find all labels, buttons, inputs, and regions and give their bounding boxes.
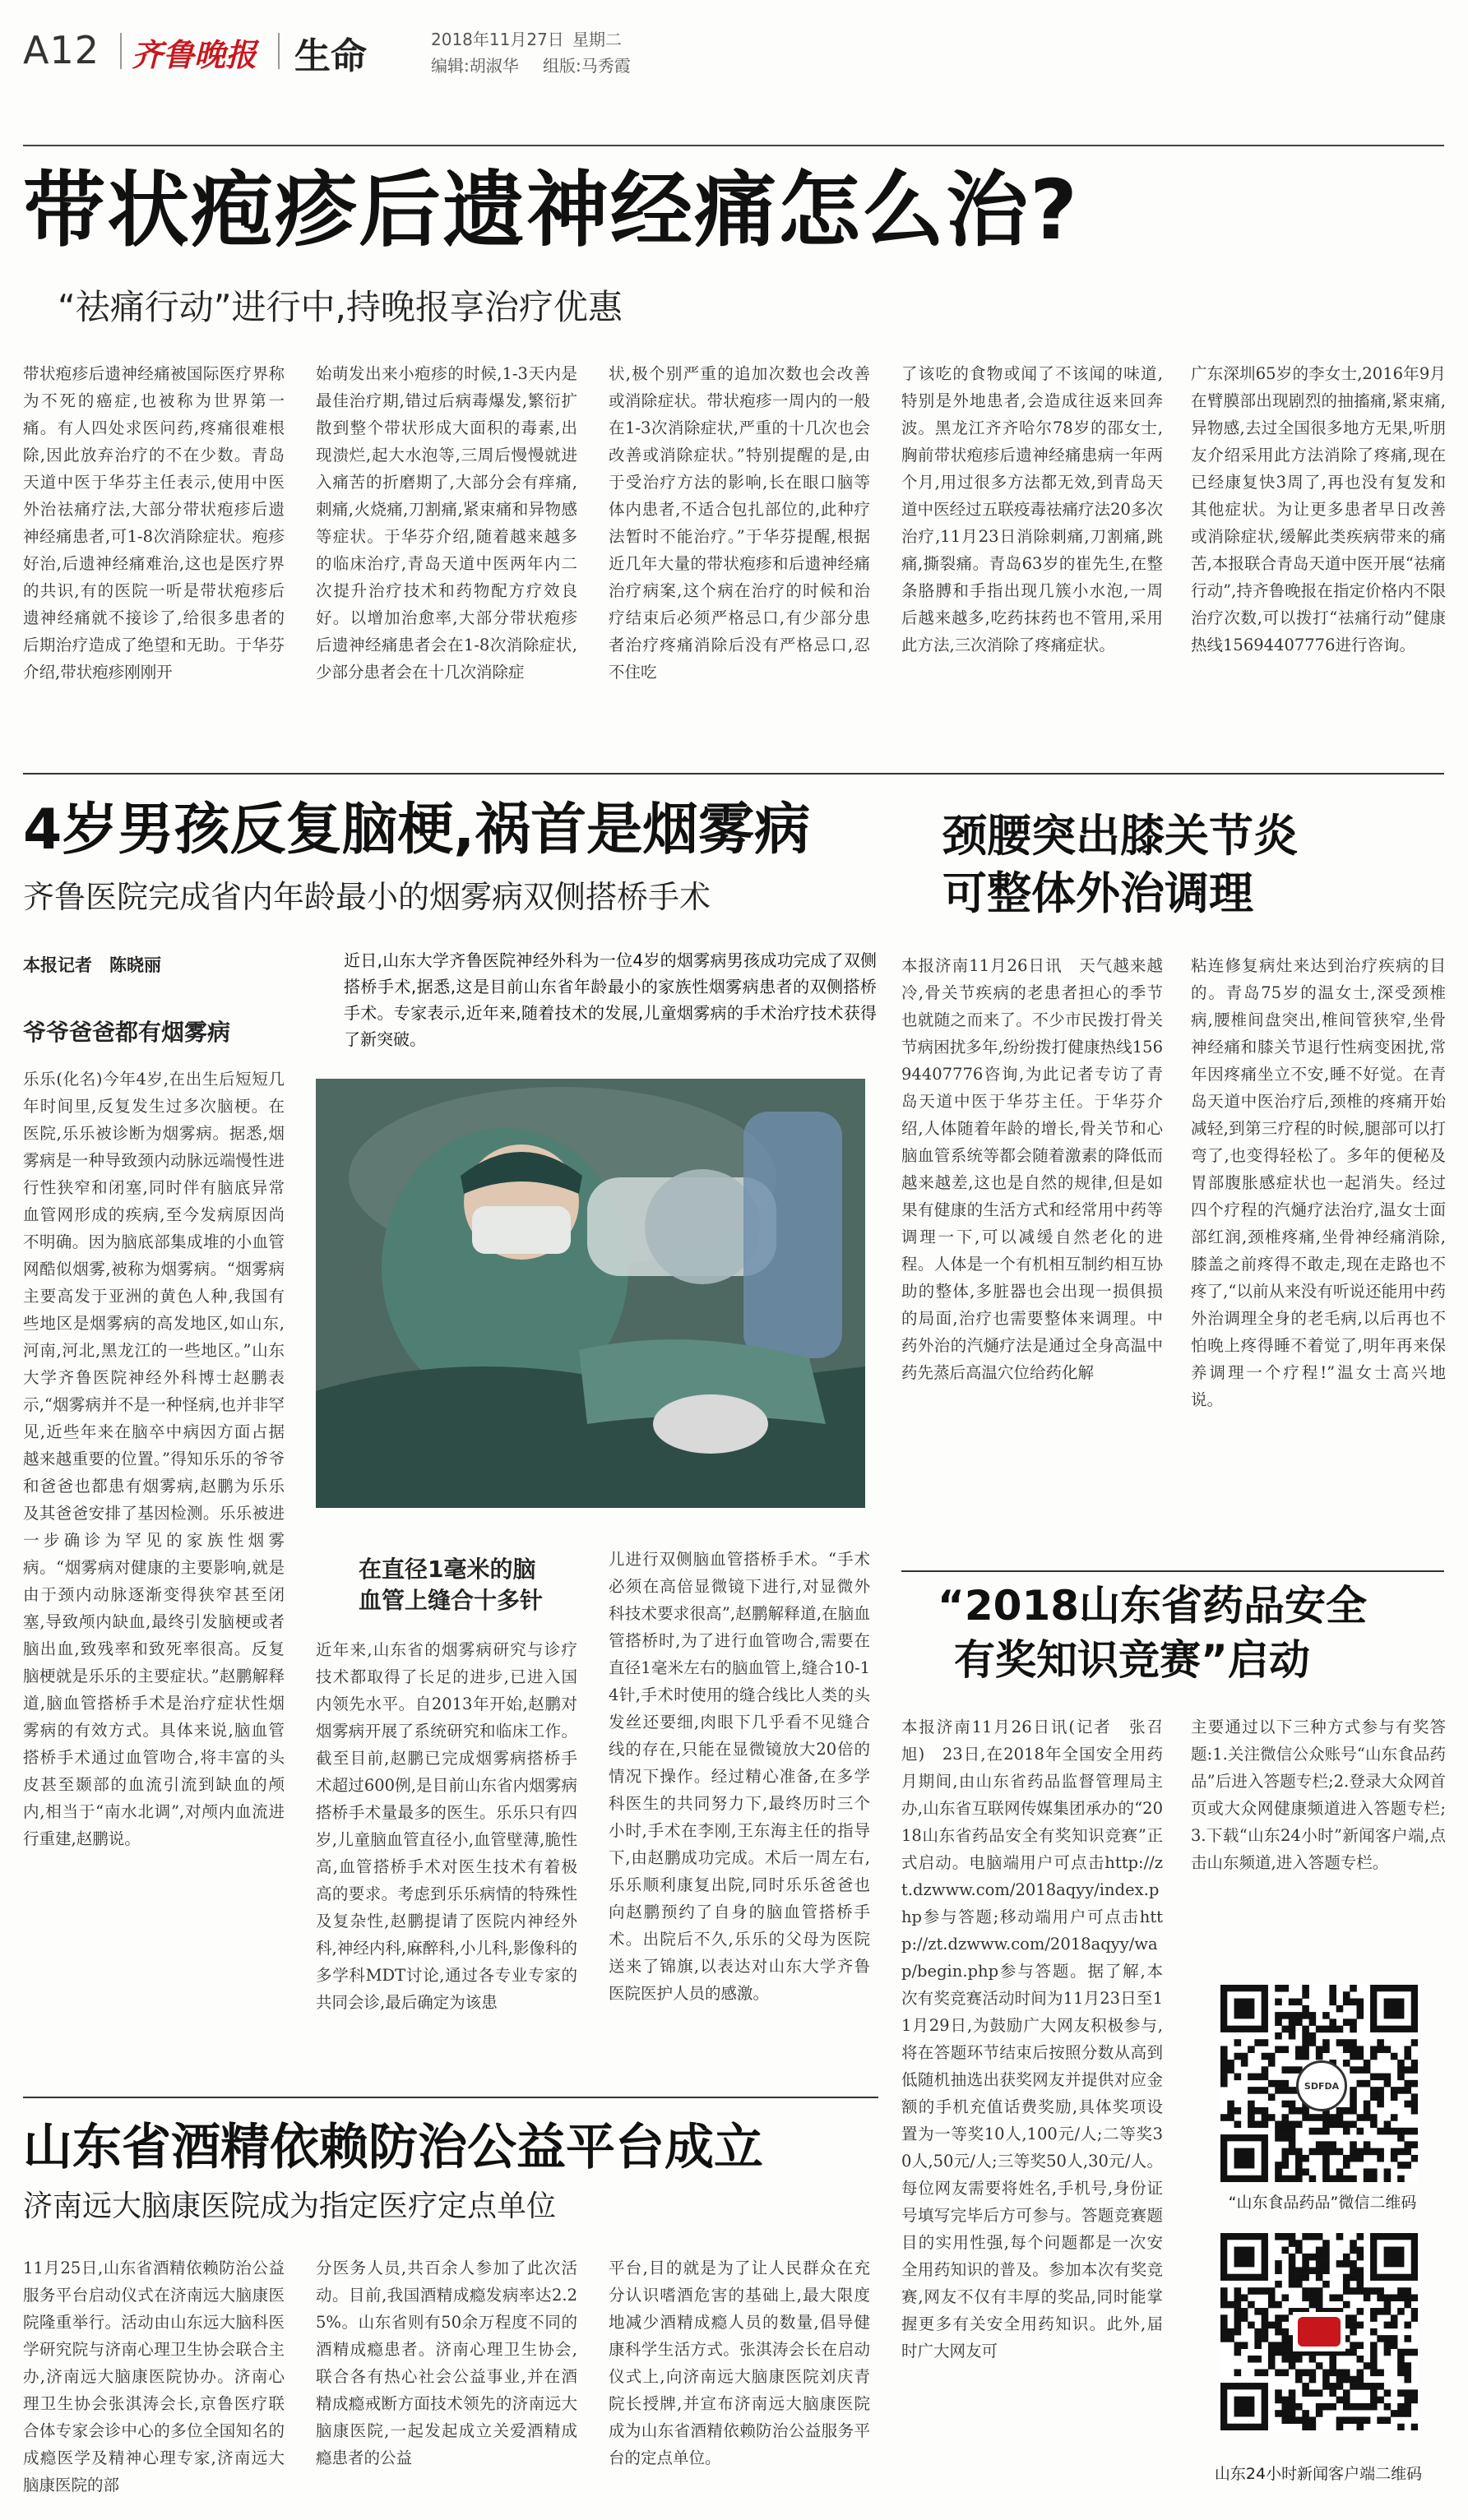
page-number: A12	[23, 28, 100, 72]
article4-title: 山东省酒精依赖防治公益平台成立	[23, 2119, 763, 2176]
article4-subtitle: 济南远大脑康医院成为指定医疗定点单位	[23, 2189, 557, 2223]
news-app-qr-code[interactable]	[1220, 2233, 1418, 2430]
issue-weekday: 星期二	[572, 30, 622, 49]
article1-col3: 状,极个别严重的追加次数也会改善或消除症状。带状疱疹一周内的一般在1-3次消除症状,严重的十几次也会改善或消除症状。”特别提醒的是,由于受治疗方法的影响,长在眼口脑等体内患者,不适合包扎部位的,此种疗法暂时不能治疗。”于华芬提醒,根据近几年大量的带状疱疹和后遗神经痛治疗病案,这个病在治疗的时候和治疗结束后必须严格忌口,有少部分患者治疗疼痛消除后没有严格忌口,忍不住吃	[609, 364, 870, 682]
section-rule	[901, 1570, 1444, 1572]
layout-editor: 组版:马秀霞	[543, 56, 631, 76]
article1-col5: 广东深圳65岁的李女士,2016年9月在臂膜部出现剧烈的抽搐痛,紧束痛,异物感,去过全国很多地方无果,听朋友介绍采用此方法消除了疼痛,现在已经康复快3周了,再也没有复发和其他症状。为让更多患者早日改善或消除症状,缓解此类疾病带来的痛苦,本报联合青岛天道中医开展“祛痛行动”,持齐鲁晚报在指定价格内不限治疗次数,可以拨打“祛痛行动”健康热线15694407776进行咨询。	[1191, 364, 1446, 654]
article2-title: 4岁男孩反复脑梗,祸首是烟雾病	[23, 798, 811, 862]
issue-date: 2018年11月27日	[431, 30, 564, 49]
wechat-qr-code[interactable]	[1220, 1985, 1418, 2182]
article5-col1: 本报济南11月26日讯(记者 张召旭) 23日,在2018年全国安全用药月期间,由山东省药品监督管理局主办,山东省互联网传媒集团承办的“2018山东省药品安全有奖知识竞赛”正式启动。电脑端用户可点击http://zt.dzwww.com/2018aqyy/index.php参与答题;移动端用户可点击http://zt.dzwww.com/2018aqyy/wap/begin.php参与答题。据了解,本次有奖竞赛活动时间为11月23日至11月29日,为鼓励广大网友积极参与,将在答题环节结束后按照分数从高到低随机抽选出获奖网友并提供对应金额的手机充值话费奖励,具体奖项设置为一等奖10人,100元/人;二等奖30人,50元/人;三等奖50人,30元/人。每位网友需要将姓名,手机号,身份证号填写完毕后方可参与。答题竞赛题目的实用性强,每个问题都是一次安全用药知识的普及。参加本次有奖竞赛,网友不仅有丰厚的奖品,同时能掌握更多有关安全用药知识。此外,届时广大网友可	[901, 1718, 1163, 2360]
sdfda-logo-text: SDFDA	[1304, 2080, 1340, 2092]
surgery-photo	[316, 1079, 865, 1508]
app-logo-mark	[1298, 2317, 1341, 2347]
article2-lead: 近日,山东大学齐鲁医院神经外科为一位4岁的烟雾病男孩成功完成了双侧搭桥手术,据悉,这是目前山东省年龄最小的家族性烟雾病患者的双侧搭桥手术。专家表示,近年来,随着技术的发展,儿童烟雾病的手术治疗技术获得了新突破。	[344, 950, 877, 1049]
surgery-scene-illustration	[316, 1079, 865, 1508]
article2-col1: 乐乐(化名)今年4岁,在出生后短短几年时间里,反复发生过多次脑梗。在医院,乐乐被诊断为烟雾病。据悉,烟雾病是一种导致颈内动脉远端慢性进行性狭窄和闭塞,同时伴有脑底异常血管网形成的疾病,至今发病原因尚不明确。因为脑底部集成堆的小血管网酷似烟雾,被称为烟雾病。“烟雾病主要高发于亚洲的黄色人种,我国有些地区是烟雾病的高发地区,如山东,河南,河北,黑龙江的一些地区。”山东大学齐鲁医院神经外科博士赵鹏表示,“烟雾病并不是一种怪病,也并非罕见,近些年来在脑卒中病因方面占据越来越重要的位置。”得知乐乐的爷爷和爸爸也都患有烟雾病,赵鹏为乐乐及其爸爸安排了基因检测。乐乐被进一步确诊为罕见的家族性烟雾病。“烟雾病对健康的主要影响,就是由于颈内动脉逐渐变得狭窄甚至闭塞,导致颅内缺血,最终引发脑梗或者脑出血,致残率和致死率很高。反复脑梗就是乐乐的主要症状。”赵鹏解释道,脑血管搭桥手术是治疗症状性烟雾病的有效方式。具体来说,脑血管搭桥手术通过血管吻合,将丰富的头皮甚至颞部的血流引流到缺血的颅内,相当于“南水北调”,对颅内血流进行重建,赵鹏说。	[23, 1070, 285, 1848]
article2-col3: 儿进行双侧脑血管搭桥手术。“手术必须在高倍显微镜下进行,对显微外科技术要求很高”,赵鹏解释道,在脑血管搭桥时,为了进行血管吻合,需要在直径1毫米左右的脑血管上,缝合10-14针,手术时使用的缝合线比人类的头发丝还要细,肉眼下几乎看不见缝合线的存在,只能在显微镜放大20倍的情况下操作。经过精心准备,在多学科医生的共同努力下,最终历时三个小时,手术在李刚,王东海主任的指导下,由赵鹏成功完成。术后一周左右,乐乐顺利康复出院,同时乐乐爸爸也向赵鹏预约了自身的脑血管搭桥手术。出院后不久,乐乐的父母为医院送来了锦旗,以表达对山东大学齐鲁医院医护人员的感激。	[609, 1550, 870, 2003]
paper-logo: 齐鲁晚报	[132, 36, 257, 73]
article5-title-line2: 有奖知识竞赛”启动	[954, 1636, 1310, 1684]
article4-col2: 分医务人员,共百余人参加了此次活动。目前,我国酒精成瘾发病率达2.25%。山东省则有50余万程度不同的酒精成瘾患者。济南心理卫生协会,联合各有热心社会公益事业,并在酒精成瘾戒断方面技术领先的济南远大脑康医院,一起发起成立关爱酒精成瘾患者的公益	[316, 2259, 577, 2467]
article4-col3: 平台,目的就是为了让人民群众在充分认识嗜酒危害的基础上,最大限度地减少酒精成瘾人员的数量,倡导健康科学生活方式。张淇涛会长在启动仪式上,向济南远大脑康医院刘庆青院长授牌,并宣布济南远大脑康医院成为山东省酒精依赖防治公益服务平台的定点单位。	[609, 2259, 870, 2467]
qr2-caption: 山东24小时新闻客户端二维码	[1214, 2465, 1423, 2483]
masthead-divider	[120, 33, 122, 69]
article3-col1: 本报济南11月26日讯 天气越来越冷,骨关节疾病的老患者担心的季节也就随之而来了。不少市民拨打骨关节病困扰多年,纷纷拨打健康热线15694407776咨询,为此记者专访了青岛天道中医于华芬主任。于华芬介绍,人体随着年龄的增长,骨关节和心脑血管系统等都会随着激素的降低而越来越差,这也是自然的规律,但是如果有健康的生活方式和经常用中药等调理一下,可以减缓自然老化的进程。人体是一个有机相互制约相互协助的整体,多脏器也会出现一损俱损的局面,治疗也需要整体来调理。中药外治的汽熥疗法是通过全身高温中药先蒸后高温穴位给药化解	[901, 956, 1163, 1382]
app-logo	[1293, 2312, 1345, 2351]
article2-section1-head: 爷爷爸爸都有烟雾病	[23, 1019, 231, 1046]
article2-subtitle: 齐鲁医院完成省内年龄最小的烟雾病双侧搭桥手术	[23, 879, 711, 915]
article2-section2-head: 在直径1毫米的脑血管上缝合十多针	[359, 1556, 544, 1614]
section-name: 生命	[294, 35, 367, 77]
article1-col1: 带状疱疹后遗神经痛被国际医疗界称为不死的癌症,也被称为世界第一痛。有人四处求医问药,疼痛很难根除,因此放弃治疗的不在少数。青岛天道中医于华芬主任表示,使用中医外治祛痛疗法,大部分带状疱疹后遗神经痛患者,可1-8次消除症状。疱疹好治,后遗神经痛难治,这也是医疗界的共识,有的医院一听是带状疱疹后遗神经痛就不接诊了,给很多患者的后期治疗造成了绝望和无助。于华芬介绍,带状疱疹刚刚开	[23, 364, 285, 682]
article3-title-line2: 可整体外治调理	[942, 867, 1253, 919]
editor: 编辑:胡淑华	[431, 56, 519, 76]
article3-col2: 粘连修复病灶来达到治疗疾病的目的。青岛75岁的温女士,深受颈椎病,腰椎间盘突出,椎间管狭窄,坐骨神经痛和膝关节退行性病变困扰,常年因疼痛坐立不安,睡不好觉。在青岛天道中医治疗后,颈椎的疼痛开始减轻,到第三疗程的时候,腿部可以打弯了,也变得轻松了。多年的便秘及胃部腹胀感症状也一起消失。经过四个疗程的汽熥疗法治疗,温女士面部红润,颈椎疼痛,坐骨神经痛消除,膝盖之前疼得不敢走,现在走路也不疼了,“以前从来没有听说还能用中药外治调理全身的老毛病,以后再也不怕晚上疼得睡不着觉了,明年再来保养调理一个疗程!”温女士高兴地说。	[1191, 956, 1446, 1409]
section-rule	[23, 773, 1444, 774]
article2-col2: 近年来,山东省的烟雾病研究与诊疗技术都取得了长足的进步,已进入国内领先水平。自2013年开始,赵鹏对烟雾病开展了系统研究和临床工作。截至目前,赵鹏已完成烟雾病搭桥手术超过600例,是目前山东省内烟雾病搭桥手术量最多的医生。乐乐只有四岁,儿童脑血管直径小,血管壁薄,脆性高,血管搭桥手术对医生技术有着极高的要求。考虑到乐乐病情的特殊性及复杂性,赵鹏提请了医院内神经外科,神经内科,麻醉科,小儿科,影像科的多学科MDT讨论,通过各专业专家的共同会诊,最后确定为该患	[316, 1640, 577, 2012]
sdfda-logo	[1296, 2060, 1347, 2111]
article3-title-line1: 颈腰突出膝关节炎	[942, 810, 1298, 862]
article2-byline: 本报记者 陈晓丽	[23, 955, 161, 975]
masthead-rule	[23, 145, 1444, 146]
article1-col4: 了该吃的食物或闻了不该闻的味道,特别是外地患者,会造成往返来回奔波。黑龙江齐齐哈尔78岁的邵女士,胸前带状疱疹后遗神经痛患病一年两个月,用过很多方法都无效,到青岛天道中医经过五联疫毒祛痛疗法20多次治疗,11月23日消除刺痛,刀割痛,跳痛,撕裂痛。青岛63岁的崔先生,在整条胳膊和手指出现几簇小水泡,一周后越来越多,吃药抹药也不管用,采用此方法,三次消除了疼痛症状。	[901, 364, 1163, 654]
article1-subtitle: “祛痛行动”进行中,持晚报享治疗优惠	[58, 287, 623, 327]
article5-title-line1: “2018山东省药品安全	[938, 1582, 1368, 1630]
article1-col2: 始萌发出来小疱疹的时候,1-3天内是最佳治疗期,错过后病毒爆发,繁衍扩散到整个带状形成大面积的毒素,出现溃烂,起大水泡等,三周后慢慢就进入痛苦的折磨期了,大部分会有痒痛,刺痛,火烧痛,刀割痛,紧束痛和异物感等症状。于华芬介绍,随着越来越多的临床治疗,青岛天道中医两年内二次提升治疗技术和药物配方疗效良好。以增加治愈率,大部分带状疱疹后遗神经痛患者会在1-8次消除症状,少部分患者会在十几次消除症	[316, 364, 577, 682]
article5-col2: 主要通过以下三种方式参与有奖答题:1.关注微信公众账号“山东食品药品”后进入答题专栏;2.登录大众网首页或大众网健康频道进入答题专栏;3.下载“山东24小时”新闻客户端,点击山东频道,进入答题专栏。	[1191, 1718, 1446, 1872]
article4-col1: 11月25日,山东省酒精依赖防治公益服务平台启动仪式在济南远大脑康医院隆重举行。活动由山东远大脑科医学研究院与济南心理卫生协会联合主办,济南远大脑康医院协办。济南心理卫生协会张淇涛会长,京鲁医疗联合体专家会诊中心的多位全国知名的成瘾医学及精神心理专家,济南远大脑康医院的部	[23, 2259, 285, 2495]
qr1-caption: “山东食品药品”微信二维码	[1228, 2194, 1417, 2212]
section-rule	[23, 2097, 878, 2098]
masthead	[23, 23, 1446, 81]
article1-title: 带状疱疹后遗神经痛怎么治?	[23, 162, 1080, 258]
masthead-divider	[278, 33, 280, 69]
